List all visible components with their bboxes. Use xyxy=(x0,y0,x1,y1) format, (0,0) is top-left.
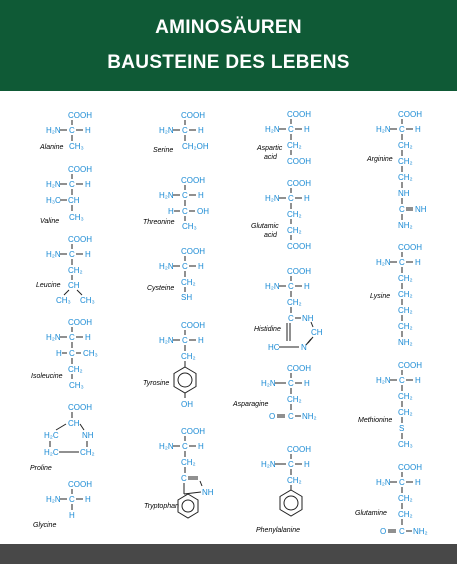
arginine-cooh: COOH xyxy=(398,110,422,119)
glutamic-cooh: COOH xyxy=(287,179,311,188)
valine-ch3: CH₃ xyxy=(69,213,84,222)
tryptophan-h: H xyxy=(198,442,204,451)
serine-ch2oh: CH₂OH xyxy=(182,142,209,151)
tryptophan-c: C xyxy=(182,442,188,451)
valine-ch: CH xyxy=(68,196,80,205)
threonine-oh: OH xyxy=(197,207,209,216)
lysine-ch2-b: CH₂ xyxy=(398,290,413,299)
glutamic-name-2: acid xyxy=(264,232,277,239)
glycine-h2n: H₂N xyxy=(46,495,61,504)
tyrosine-h2n: H₂N xyxy=(159,336,174,345)
phenylalanine-structure xyxy=(256,445,311,534)
phenylalanine-ch2: CH₂ xyxy=(287,476,302,485)
glutamine-structure xyxy=(355,463,428,536)
tryptophan-aromatic-circle xyxy=(182,500,194,512)
glycine-h-right: H xyxy=(85,495,91,504)
cysteine-cooh: COOH xyxy=(181,247,205,256)
methionine-structure xyxy=(358,361,422,449)
histidine-structure xyxy=(254,267,323,352)
arginine-name: Arginine xyxy=(367,156,393,163)
asparagine-cooh: COOH xyxy=(287,364,311,373)
leucine-h2n: H₂N xyxy=(46,250,61,259)
aspartic-c: C xyxy=(288,125,294,134)
arginine-h: H xyxy=(415,125,421,134)
glycine-name: Glycine xyxy=(33,522,57,529)
histidine-c: C xyxy=(288,282,294,291)
leucine-cooh: COOH xyxy=(68,235,92,244)
lysine-ch2-a: CH₂ xyxy=(398,274,413,283)
tyrosine-h: H xyxy=(198,336,204,345)
footer-bar xyxy=(0,544,457,564)
glutamic-ch2-a: CH₂ xyxy=(287,210,302,219)
glutamic-name-1: Glutamic xyxy=(251,223,279,230)
isoleucine-cooh: COOH xyxy=(68,318,92,327)
glycine-h-bottom: H xyxy=(69,511,75,520)
asparagine-structure xyxy=(232,364,317,421)
isoleucine-c: C xyxy=(69,333,75,342)
glutamic-ch2-b: CH₂ xyxy=(287,226,302,235)
asparagine-o: O xyxy=(269,412,276,421)
tryptophan-name: Tryptophan xyxy=(144,503,179,510)
glutamic-c: C xyxy=(288,194,294,203)
histidine-h: H xyxy=(304,282,310,291)
tyrosine-cooh: COOH xyxy=(181,321,205,330)
histidine-c-ring: C xyxy=(288,314,294,323)
phenylalanine-cooh: COOH xyxy=(287,445,311,454)
histidine-nh: NH xyxy=(302,314,314,323)
threonine-h: H xyxy=(198,191,204,200)
tyrosine-ch2: CH₂ xyxy=(181,352,196,361)
phenylalanine-aromatic-circle xyxy=(284,496,298,510)
tryptophan-structure xyxy=(144,427,214,518)
arginine-ch2-c: CH₂ xyxy=(398,173,413,182)
lysine-nh2: NH₂ xyxy=(398,338,413,347)
cysteine-name: Cysteine xyxy=(147,285,175,292)
alanine-h2n: H₂N xyxy=(46,126,61,135)
glutamine-nh2: NH₂ xyxy=(413,527,428,536)
lysine-cooh: COOH xyxy=(398,243,422,252)
valine-h2n: H₂N xyxy=(46,180,61,189)
proline-h2c-top: H₂C xyxy=(44,431,59,440)
proline-h2c-bot: H₂C xyxy=(44,448,59,457)
methionine-h: H xyxy=(415,376,421,385)
threonine-c: C xyxy=(182,191,188,200)
valine-h: H xyxy=(85,180,91,189)
tyrosine-name: Tyrosine xyxy=(143,380,170,387)
aspartic-ch2: CH₂ xyxy=(287,141,302,150)
methionine-h2n: H₂N xyxy=(376,376,391,385)
isoleucine-name: Isoleucine xyxy=(31,373,63,380)
proline-ch2: CH₂ xyxy=(80,448,95,457)
threonine-cooh: COOH xyxy=(181,176,205,185)
isoleucine-ch3: CH₃ xyxy=(69,381,84,390)
leucine-ch3-a: CH₃ xyxy=(56,296,71,305)
leucine-c: C xyxy=(69,250,75,259)
isoleucine-h: H xyxy=(85,333,91,342)
asparagine-nh2: NH₂ xyxy=(302,412,317,421)
proline-bond xyxy=(80,424,84,430)
arginine-h2n: H₂N xyxy=(376,125,391,134)
amino-acid-diagram xyxy=(0,91,457,544)
phenylalanine-name: Phenylalanine xyxy=(256,527,300,534)
threonine-ch3: CH₃ xyxy=(182,222,197,231)
alanine-c: C xyxy=(69,126,75,135)
glutamic-acid-structure xyxy=(251,179,311,251)
glutamine-c-amide: C xyxy=(399,527,405,536)
tryptophan-nh: NH xyxy=(202,488,214,497)
threonine-structure xyxy=(143,176,209,231)
leucine-ch3-b: CH₃ xyxy=(80,296,95,305)
asparagine-ch2: CH₂ xyxy=(287,395,302,404)
asparagine-c: C xyxy=(288,379,294,388)
cysteine-structure xyxy=(147,247,205,302)
serine-structure xyxy=(153,111,209,154)
aspartic-cooh: COOH xyxy=(287,110,311,119)
tryptophan-bond xyxy=(200,481,202,486)
tyrosine-c: C xyxy=(182,336,188,345)
proline-structure xyxy=(30,403,95,472)
alanine-ch3: CH₃ xyxy=(69,142,84,151)
isoleucine-ch2: CH₂ xyxy=(68,365,83,374)
arginine-structure xyxy=(366,110,427,230)
leucine-structure xyxy=(36,235,95,305)
cysteine-h: H xyxy=(198,262,204,271)
glutamic-cooh-side: COOH xyxy=(287,242,311,251)
proline-ch: CH xyxy=(68,419,80,428)
alanine-cooh: COOH xyxy=(68,111,92,120)
cysteine-sh: SH xyxy=(181,293,193,302)
arginine-nh-imine: NH xyxy=(415,205,427,214)
leucine-h: H xyxy=(85,250,91,259)
glutamine-c: C xyxy=(399,478,405,487)
valine-name: Valine xyxy=(40,218,60,225)
leucine-bond xyxy=(64,290,69,295)
asparagine-h: H xyxy=(304,379,310,388)
alanine-structure xyxy=(39,111,92,151)
glutamine-h2n: H₂N xyxy=(376,478,391,487)
isoleucine-c2: C xyxy=(69,349,75,358)
arginine-ch2-a: CH₂ xyxy=(398,141,413,150)
lysine-ch2-c: CH₂ xyxy=(398,306,413,315)
aspartic-acid-structure xyxy=(256,110,311,166)
asparagine-h2n: H₂N xyxy=(261,379,276,388)
glutamine-h: H xyxy=(415,478,421,487)
title-line-2: BAUSTEINE DES LEBENS xyxy=(107,52,350,73)
isoleucine-structure xyxy=(31,318,98,390)
lysine-h2n: H₂N xyxy=(376,258,391,267)
title-line-1: AMINOSÄUREN xyxy=(155,17,302,38)
serine-cooh: COOH xyxy=(181,111,205,120)
glutamine-ch2-b: CH₂ xyxy=(398,510,413,519)
threonine-h2n: H₂N xyxy=(159,191,174,200)
histidine-name: Histidine xyxy=(254,326,281,333)
leucine-ch2: CH₂ xyxy=(68,266,83,275)
phenylalanine-benzene-ring xyxy=(280,490,302,516)
valine-c: C xyxy=(69,180,75,189)
header-banner xyxy=(0,0,457,91)
tyrosine-aromatic-circle xyxy=(178,373,192,387)
isoleucine-h2n: H₂N xyxy=(46,333,61,342)
cysteine-c: C xyxy=(182,262,188,271)
tryptophan-h2n: H₂N xyxy=(159,442,174,451)
threonine-c2: C xyxy=(182,207,188,216)
aspartic-h2n: H₂N xyxy=(265,125,280,134)
serine-h2n: H₂N xyxy=(159,126,174,135)
threonine-name: Threonine xyxy=(143,219,175,226)
lysine-c: C xyxy=(399,258,405,267)
isoleucine-ch3-side: CH₃ xyxy=(83,349,98,358)
aspartic-h: H xyxy=(304,125,310,134)
glutamine-o: O xyxy=(380,527,387,536)
cysteine-h2n: H₂N xyxy=(159,262,174,271)
leucine-ch: CH xyxy=(68,281,80,290)
tyrosine-benzene-ring xyxy=(174,367,196,393)
tyrosine-oh: OH xyxy=(181,400,193,409)
threonine-h-side: H xyxy=(168,207,174,216)
histidine-n: N xyxy=(301,343,307,352)
arginine-c-guan: C xyxy=(399,205,405,214)
arginine-nh2: NH₂ xyxy=(398,221,413,230)
arginine-nh: NH xyxy=(398,189,410,198)
proline-cooh: COOH xyxy=(68,403,92,412)
cysteine-ch2: CH₂ xyxy=(181,278,196,287)
lysine-h: H xyxy=(415,258,421,267)
phenylalanine-h2n: H₂N xyxy=(261,460,276,469)
proline-bond xyxy=(56,424,66,430)
glycine-c: C xyxy=(69,495,75,504)
tryptophan-ch2: CH₂ xyxy=(181,458,196,467)
lysine-structure xyxy=(370,243,422,347)
histidine-cooh: COOH xyxy=(287,267,311,276)
tryptophan-c-ring: C xyxy=(181,474,187,483)
lysine-name: Lysine xyxy=(370,293,391,300)
tryptophan-benzene-ring xyxy=(178,494,198,518)
valine-cooh: COOH xyxy=(68,165,92,174)
aspartic-name-1: Aspartic xyxy=(257,145,283,152)
methionine-c: C xyxy=(399,376,405,385)
phenylalanine-c: C xyxy=(288,460,294,469)
glutamic-h: H xyxy=(304,194,310,203)
lysine-ch2-d: CH₂ xyxy=(398,322,413,331)
methionine-ch2-b: CH₂ xyxy=(398,408,413,417)
methionine-ch3: CH₃ xyxy=(398,440,413,449)
asparagine-c-amide: C xyxy=(288,412,294,421)
methionine-ch2-a: CH₂ xyxy=(398,392,413,401)
serine-name: Serine xyxy=(153,147,174,154)
histidine-ch2: CH₂ xyxy=(287,298,302,307)
glutamine-ch2-a: CH₂ xyxy=(398,494,413,503)
serine-h: H xyxy=(198,126,204,135)
glutamic-h2n: H₂N xyxy=(265,194,280,203)
isoleucine-h-side: H xyxy=(56,349,62,358)
arginine-ch2-b: CH₂ xyxy=(398,157,413,166)
methionine-s: S xyxy=(399,424,405,433)
methionine-name: Methionine xyxy=(358,417,393,424)
tyrosine-structure xyxy=(143,321,205,409)
proline-nh: NH xyxy=(82,431,94,440)
histidine-hc: HC xyxy=(268,343,280,352)
aspartic-cooh-side: COOH xyxy=(287,157,311,166)
asparagine-name: Asparagine xyxy=(233,401,269,408)
tryptophan-bond xyxy=(184,492,201,494)
tryptophan-cooh: COOH xyxy=(181,427,205,436)
arginine-c: C xyxy=(399,125,405,134)
leucine-name: Leucine xyxy=(36,282,61,289)
alanine-h: H xyxy=(85,126,91,135)
alanine-name: Alanine xyxy=(40,144,64,151)
glycine-cooh: COOH xyxy=(68,480,92,489)
glutamine-cooh: COOH xyxy=(398,463,422,472)
serine-c: C xyxy=(182,126,188,135)
leucine-bond xyxy=(77,290,82,295)
valine-h3c: H₃C xyxy=(46,196,61,205)
histidine-ch: CH xyxy=(311,328,323,337)
glutamine-name: Glutamine xyxy=(355,510,387,517)
histidine-h2n: H₂N xyxy=(265,282,280,291)
glycine-structure xyxy=(33,480,92,529)
methionine-cooh: COOH xyxy=(398,361,422,370)
valine-structure xyxy=(40,165,92,225)
proline-name: Proline xyxy=(30,465,52,472)
phenylalanine-h: H xyxy=(304,460,310,469)
aspartic-name-2: acid xyxy=(264,154,277,161)
